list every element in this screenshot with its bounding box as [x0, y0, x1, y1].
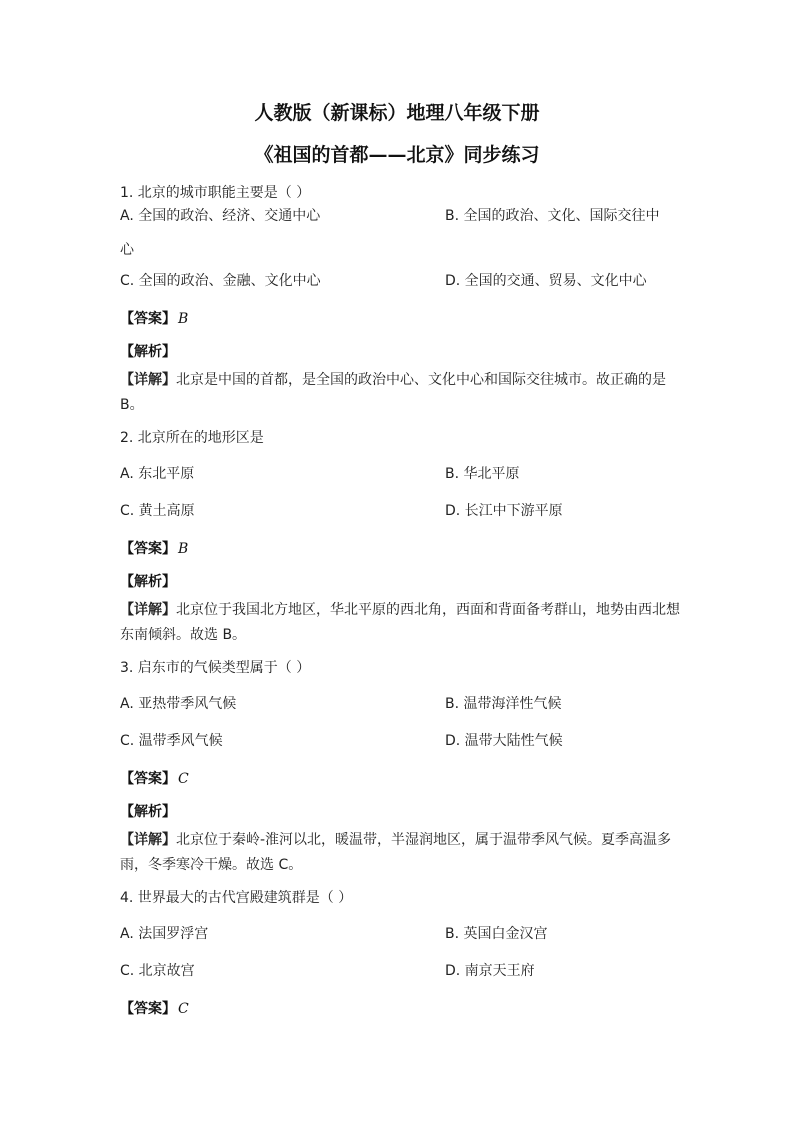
question-1-option-b: B. 全国的政治、文化、国际交往中	[445, 208, 660, 224]
question-1-option-c: C. 全国的政治、金融、文化中心	[120, 273, 321, 289]
question-2-option-c: C. 黄土高原	[120, 503, 195, 519]
question-4-option-d: D. 南京天王府	[445, 963, 535, 979]
answer-value: B	[178, 541, 189, 557]
answer-label: 【答案】	[120, 311, 176, 327]
answer-label: 【答案】	[120, 541, 176, 557]
question-2-option-d: D. 长江中下游平原	[445, 503, 563, 519]
answer-value: C	[178, 771, 189, 787]
question-2-answer	[120, 538, 188, 558]
question-1-analysis-label: 【解析】	[120, 344, 176, 360]
question-2-option-b: B. 华北平原	[445, 466, 520, 482]
detail-text: 北京位于秦岭-淮河以北，暖温带，半湿润地区，属于温带季风气候。夏季高温多雨，冬季寒冷干燥。故选 C。	[120, 832, 672, 873]
question-4-option-c: C. 北京故宫	[120, 963, 195, 979]
question-3-option-d: D. 温带大陆性气候	[445, 733, 563, 749]
question-3-detail	[120, 828, 680, 878]
question-1-option-b-wrap: 心	[120, 242, 134, 258]
question-2-detail	[120, 598, 680, 648]
answer-value: B	[178, 311, 189, 327]
question-3-analysis-label: 【解析】	[120, 804, 176, 820]
document-title: 人教版（新课标）地理八年级下册	[254, 102, 540, 124]
question-3-answer	[120, 768, 189, 788]
question-1-detail	[120, 368, 680, 418]
question-3-stem: 3. 启东市的气候类型属于（ ）	[120, 660, 311, 676]
detail-label: 【详解】	[120, 832, 176, 848]
question-3-option-a: A. 亚热带季风气候	[120, 696, 237, 712]
question-4-option-b: B. 英国白金汉宫	[445, 926, 548, 942]
detail-text: 北京是中国的首都，是全国的政治中心、文化中心和国际交往城市。故正确的是B。	[120, 372, 666, 413]
answer-label: 【答案】	[120, 1001, 176, 1017]
question-4-option-a: A. 法国罗浮宫	[120, 926, 209, 942]
question-3-option-b: B. 温带海洋性气候	[445, 696, 562, 712]
answer-label: 【答案】	[120, 771, 176, 787]
question-1-option-a: A. 全国的政治、经济、交通中心	[120, 208, 321, 224]
detail-label: 【详解】	[120, 602, 176, 618]
question-1-option-d: D. 全国的交通、贸易、文化中心	[445, 273, 647, 289]
question-2-option-a: A. 东北平原	[120, 466, 195, 482]
detail-label: 【详解】	[120, 372, 176, 388]
question-3-option-c: C. 温带季风气候	[120, 733, 223, 749]
question-4-stem: 4. 世界最大的古代宫殿建筑群是（ ）	[120, 890, 353, 906]
question-1-answer	[120, 308, 188, 328]
answer-value: C	[178, 1001, 189, 1017]
detail-text: 北京位于我国北方地区，华北平原的西北角，西面和背面备考群山，地势由西北想东南倾斜。故选 B。	[120, 602, 680, 643]
question-2-analysis-label: 【解析】	[120, 574, 176, 590]
document-subtitle: 《祖国的首都——北京》同步练习	[254, 144, 540, 166]
question-2-stem: 2. 北京所在的地形区是	[120, 430, 264, 446]
question-1-stem: 1. 北京的城市职能主要是（ ）	[120, 185, 311, 201]
question-4-answer	[120, 998, 189, 1018]
